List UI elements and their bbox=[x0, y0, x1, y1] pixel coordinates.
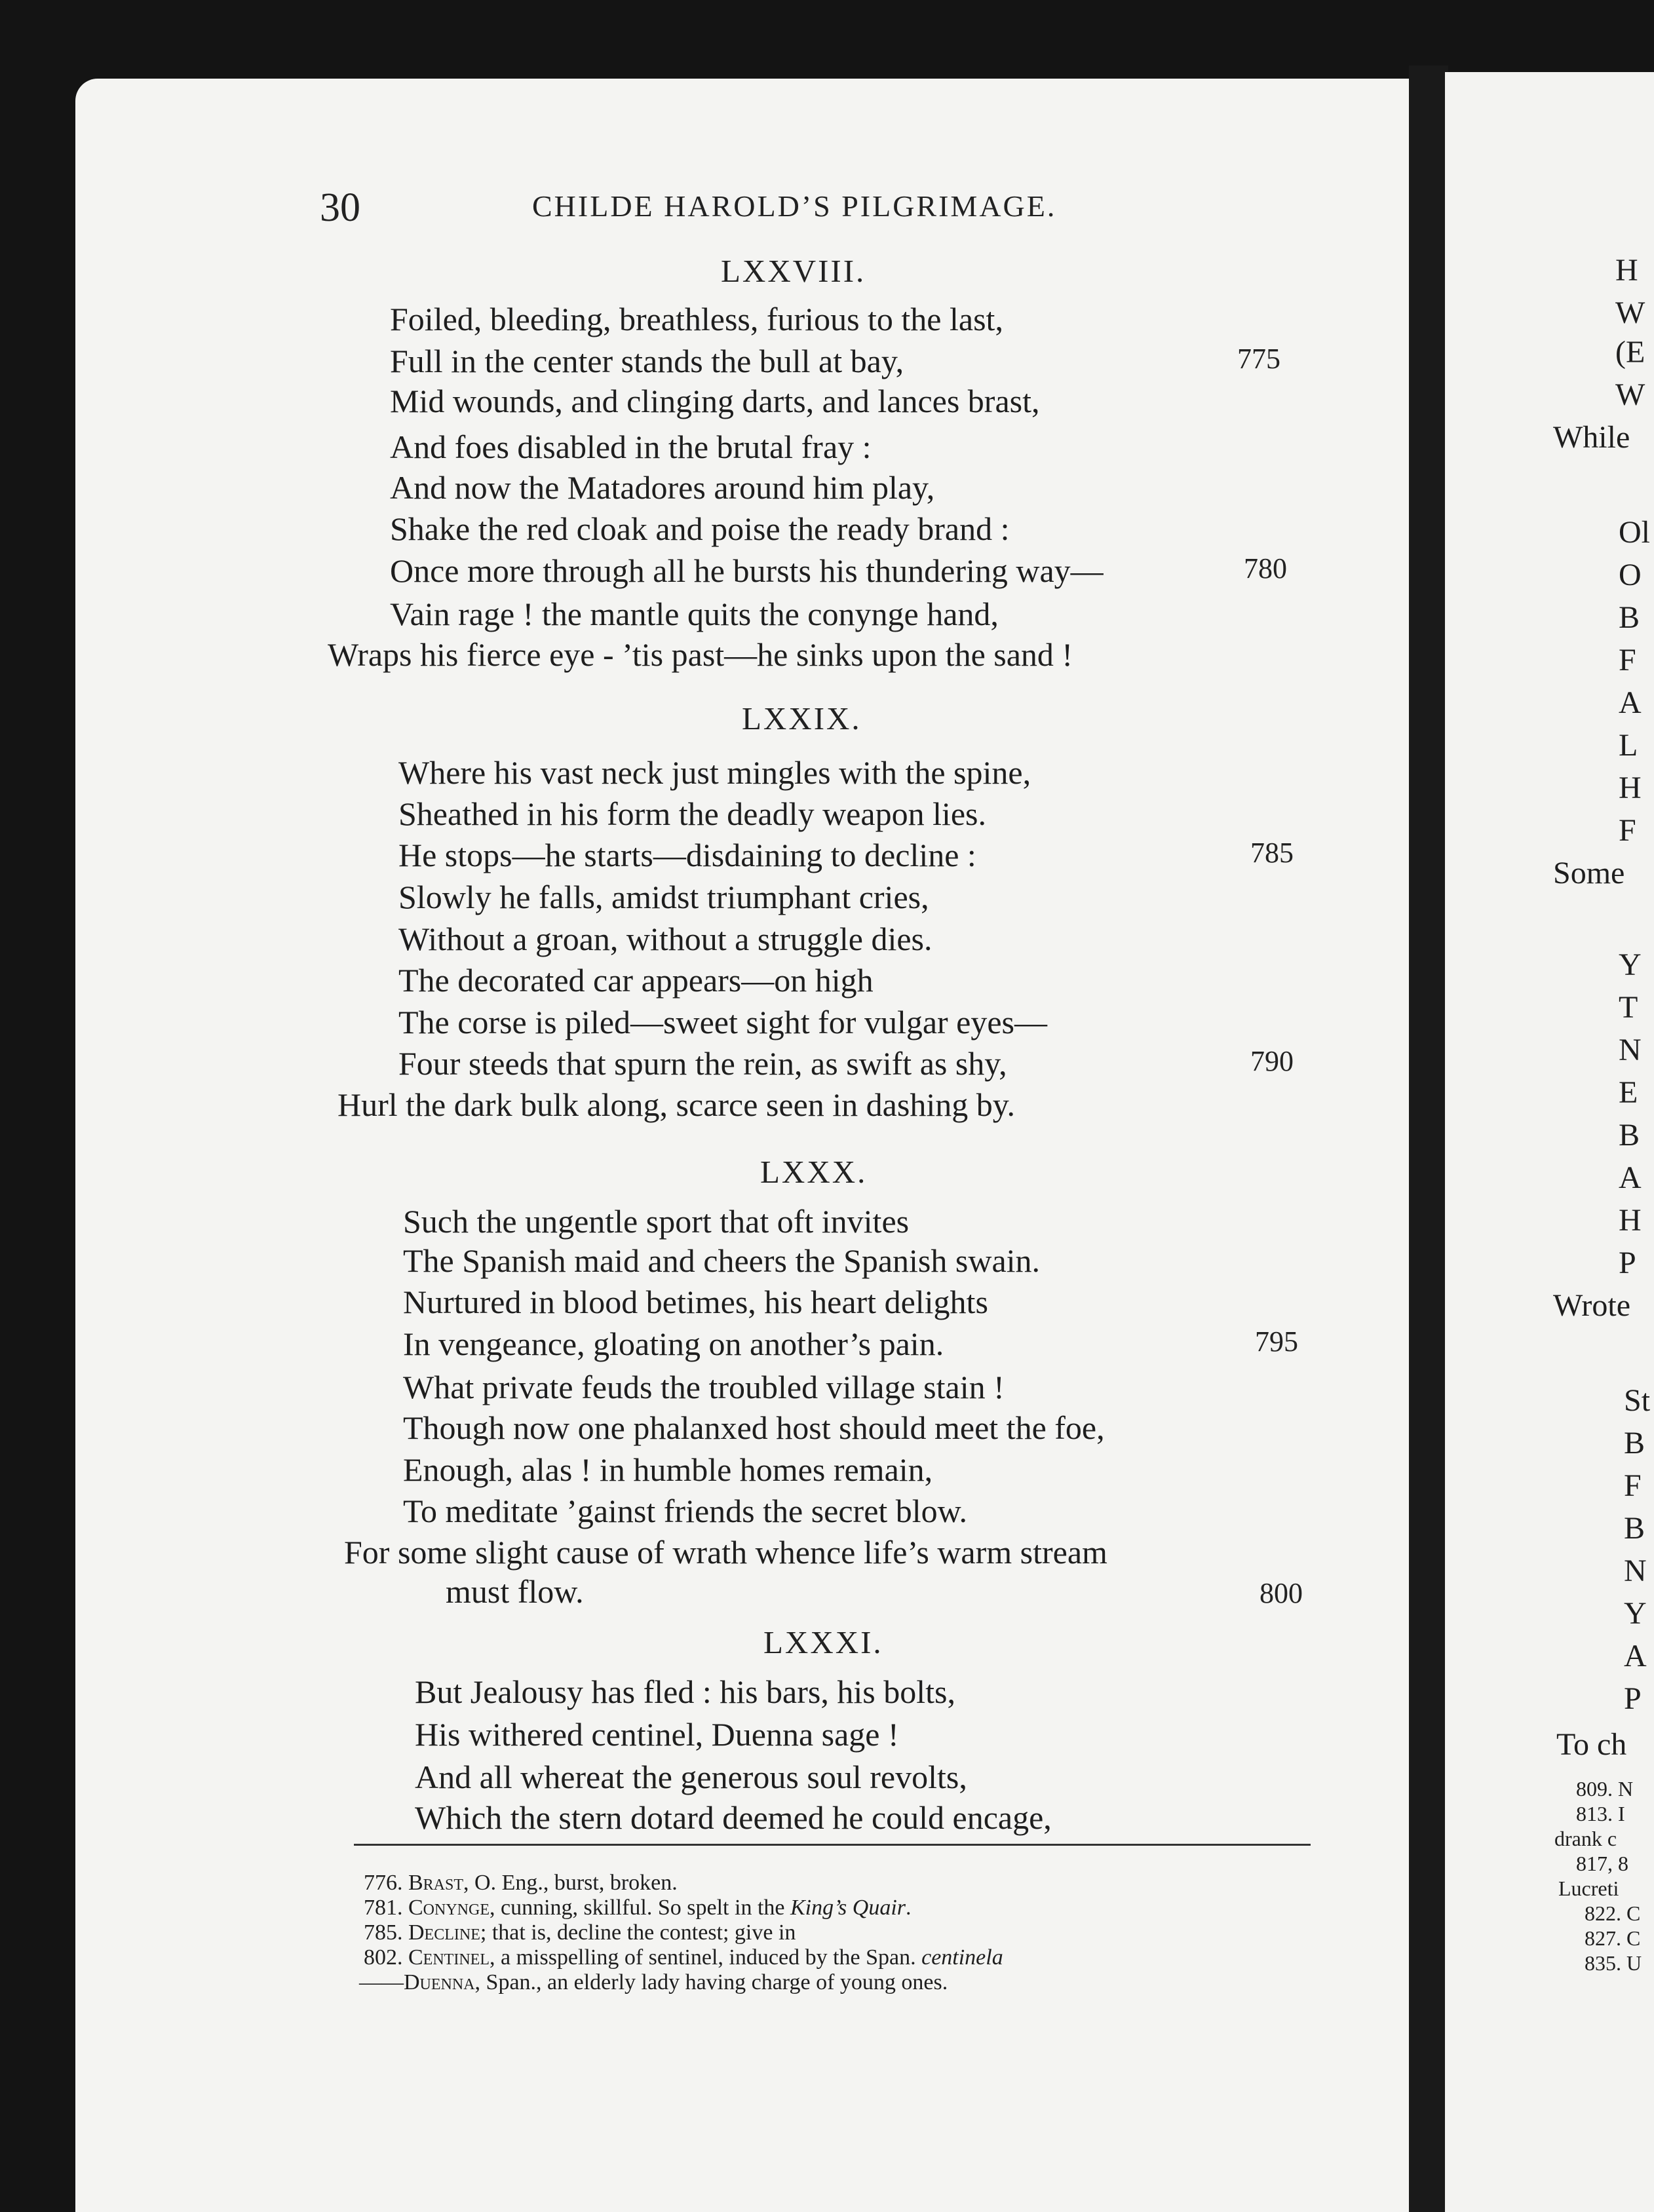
right-page-line: E bbox=[1619, 1075, 1638, 1110]
verse-line: What private feuds the troubled village stain ! bbox=[403, 1369, 1005, 1405]
verse-line: Full in the center stands the bull at bay, bbox=[390, 343, 904, 379]
verse-line: The decorated car appears—on high bbox=[398, 962, 874, 999]
right-page-line: While bbox=[1553, 420, 1630, 455]
verse-line: Enough, alas ! in humble homes remain, bbox=[403, 1451, 933, 1488]
verse-line: Once more through all he bursts his thundering way— bbox=[390, 552, 1104, 589]
right-page-line: P bbox=[1619, 1246, 1636, 1280]
verse-line: Where his vast neck just mingles with the spine, bbox=[398, 754, 1031, 791]
line-number: 800 bbox=[1260, 1577, 1303, 1609]
footnote-italic: King’s Quair bbox=[790, 1896, 906, 1920]
footnote-text: . bbox=[906, 1896, 912, 1920]
footnote bbox=[364, 1896, 912, 1920]
right-page-line: Wrote bbox=[1553, 1288, 1631, 1323]
right-page-line: A bbox=[1619, 685, 1642, 720]
right-page-line: Some bbox=[1553, 856, 1625, 890]
footnote-text: ; that is, decline the contest; give in bbox=[480, 1920, 796, 1945]
verse-line: Slowly he falls, amidst triumphant cries, bbox=[398, 879, 929, 915]
footnote-ref: 802. bbox=[364, 1945, 403, 1970]
right-page-line: St bbox=[1624, 1383, 1651, 1418]
line-number: 790 bbox=[1250, 1045, 1294, 1077]
footnote-term: Brast bbox=[408, 1871, 464, 1895]
verse-line: Shake the red cloak and poise the ready brand : bbox=[390, 510, 1010, 547]
right-page-line: H bbox=[1615, 253, 1638, 288]
right-page-note: 827. C bbox=[1585, 1926, 1641, 1950]
right-page-line: F bbox=[1619, 813, 1636, 848]
line-number: 795 bbox=[1255, 1325, 1298, 1358]
right-page-line: A bbox=[1624, 1639, 1647, 1673]
footnote-italic: centinela bbox=[921, 1945, 1003, 1970]
stanza-number: LXXIX. bbox=[742, 700, 862, 736]
right-page-line: W bbox=[1615, 296, 1645, 330]
footnote bbox=[364, 1920, 796, 1945]
footnote bbox=[364, 1871, 678, 1896]
verse-line: But Jealousy has fled : his bars, his bolts, bbox=[415, 1673, 955, 1710]
verse-line: Without a groan, without a struggle dies. bbox=[398, 921, 933, 957]
right-page-note: 809. N bbox=[1576, 1777, 1634, 1801]
right-page-line: To ch bbox=[1556, 1727, 1627, 1762]
footnote-text: , O. Eng., burst, broken. bbox=[463, 1871, 678, 1895]
verse-line: The corse is piled—sweet sight for vulgar eyes— bbox=[398, 1004, 1048, 1040]
line-number: 775 bbox=[1237, 343, 1280, 375]
right-page-line: F bbox=[1619, 643, 1636, 677]
right-page-line: B bbox=[1619, 1118, 1640, 1153]
verse-line: Four steeds that spurn the rein, as swift as shy, bbox=[398, 1045, 1007, 1082]
footnote-term: Conynge bbox=[408, 1896, 490, 1920]
right-page-line: (E bbox=[1615, 335, 1645, 370]
verse-line: Sheathed in his form the deadly weapon lies. bbox=[398, 795, 986, 832]
right-page-line: T bbox=[1619, 990, 1638, 1025]
right-page-line: F bbox=[1624, 1468, 1642, 1503]
stanza-number: LXXVIII. bbox=[721, 253, 866, 289]
verse-line: He stops—he starts—disdaining to decline : bbox=[398, 837, 976, 873]
right-page-note: 817, 8 bbox=[1576, 1852, 1628, 1875]
line-number: 780 bbox=[1244, 552, 1287, 584]
footnote-text: , a misspelling of sentinel, induced by the Span. bbox=[489, 1945, 922, 1970]
right-page-note: 822. C bbox=[1585, 1901, 1641, 1925]
verse-line: His withered centinel, Duenna sage ! bbox=[415, 1716, 899, 1753]
right-page-note: Lucreti bbox=[1558, 1877, 1619, 1900]
right-page-note: 813. I bbox=[1576, 1802, 1625, 1825]
footnote-ref: 776. bbox=[364, 1871, 403, 1895]
right-page-line: B bbox=[1624, 1511, 1645, 1546]
footnote-term: Centinel bbox=[408, 1945, 490, 1970]
footnote-ref: 781. bbox=[364, 1896, 403, 1920]
verse-line: Wraps his fierce eye - ’tis past—he sinks upon the sand ! bbox=[328, 636, 1073, 673]
right-page-line: O bbox=[1619, 558, 1642, 592]
running-head: CHILDE HAROLD’S PILGRIMAGE. bbox=[532, 189, 1057, 223]
footnote-ref: —— bbox=[359, 1970, 404, 1994]
right-page-note: 835. U bbox=[1585, 1951, 1642, 1975]
right-page-line: B bbox=[1619, 600, 1640, 635]
footnote-term: Duenna bbox=[404, 1970, 475, 1994]
footnote-text: , Span., an elderly lady having charge of young ones. bbox=[474, 1970, 948, 1994]
right-page-line: Ol bbox=[1619, 515, 1650, 550]
right-page-note: drank c bbox=[1554, 1827, 1617, 1850]
verse-line: Hurl the dark bulk along, scarce seen in dashing by. bbox=[337, 1086, 1015, 1123]
footnote-text: , cunning, skillful. So spelt in the bbox=[490, 1896, 790, 1920]
verse-line: Though now one phalanxed host should meet the foe, bbox=[403, 1409, 1105, 1446]
footnote bbox=[364, 1945, 1003, 1970]
footnote-ref: 785. bbox=[364, 1920, 403, 1945]
verse-line: Which the stern dotard deemed he could encage, bbox=[415, 1799, 1052, 1836]
verse-line: And all whereat the generous soul revolts, bbox=[415, 1759, 967, 1795]
book-gutter bbox=[1409, 66, 1448, 2212]
verse-line: And now the Matadores around him play, bbox=[390, 469, 935, 506]
right-page-line: N bbox=[1619, 1033, 1642, 1067]
stanza-number: LXXX. bbox=[760, 1154, 868, 1190]
page-number: 30 bbox=[320, 185, 360, 230]
right-page-line: Y bbox=[1624, 1596, 1647, 1631]
footnote bbox=[359, 1970, 948, 1995]
verse-line: To meditate ’gainst friends the secret blow. bbox=[403, 1493, 968, 1529]
right-page-line: B bbox=[1624, 1426, 1645, 1460]
right-page-line: Y bbox=[1619, 947, 1642, 982]
stanza-number: LXXXI. bbox=[763, 1624, 883, 1660]
footnote-term: Decline bbox=[408, 1920, 480, 1945]
right-page-line: P bbox=[1624, 1681, 1642, 1716]
verse-line: For some slight cause of wrath whence life’s warm stream bbox=[344, 1534, 1107, 1571]
footnote-rule bbox=[354, 1844, 1311, 1846]
right-page-line: W bbox=[1615, 377, 1645, 412]
right-page-line: H bbox=[1619, 771, 1642, 805]
verse-line: Vain rage ! the mantle quits the conynge hand, bbox=[390, 596, 999, 632]
right-page-line: N bbox=[1624, 1554, 1647, 1588]
verse-line: must flow. bbox=[446, 1573, 584, 1610]
right-page-line: A bbox=[1619, 1160, 1642, 1195]
verse-line: Foiled, bleeding, breathless, furious to the last, bbox=[390, 301, 1003, 337]
right-page-line: L bbox=[1619, 728, 1638, 763]
line-number: 785 bbox=[1250, 837, 1294, 869]
verse-line: And foes disabled in the brutal fray : bbox=[390, 429, 872, 465]
verse-line: Mid wounds, and clinging darts, and lances brast, bbox=[390, 383, 1040, 419]
verse-line: The Spanish maid and cheers the Spanish swain. bbox=[403, 1242, 1041, 1279]
verse-line: Such the ungentle sport that oft invites bbox=[403, 1203, 910, 1240]
right-page-line: H bbox=[1619, 1203, 1642, 1238]
verse-line: Nurtured in blood betimes, his heart delights bbox=[403, 1284, 988, 1320]
verse-line: In vengeance, gloating on another’s pain. bbox=[403, 1325, 944, 1362]
